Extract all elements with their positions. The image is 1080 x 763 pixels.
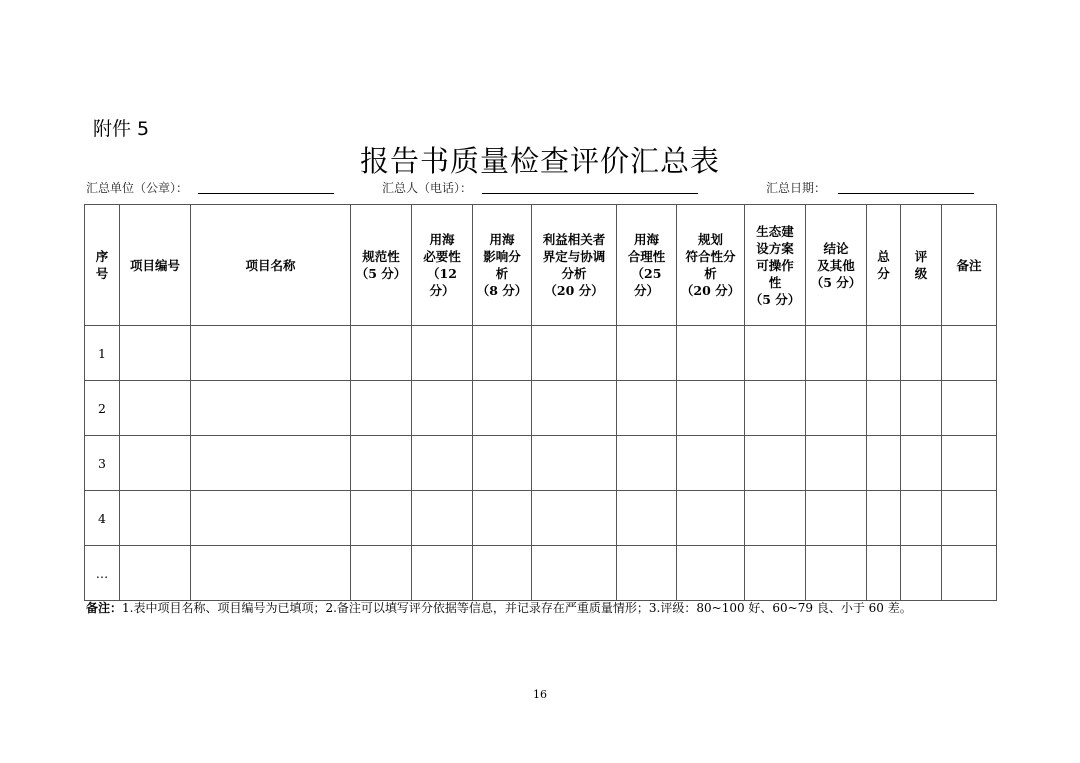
page-title: 报告书质量检查评价汇总表 xyxy=(359,144,720,178)
table-cell[interactable] xyxy=(412,436,473,491)
table-cell[interactable] xyxy=(412,491,473,546)
table-cell[interactable] xyxy=(901,491,942,546)
table-body xyxy=(85,326,997,601)
table-cell[interactable] xyxy=(901,546,942,601)
table-row xyxy=(85,546,997,601)
date-label: 汇总日期： xyxy=(766,181,827,195)
table-row xyxy=(85,491,997,546)
table-cell[interactable] xyxy=(901,326,942,381)
table-cell[interactable] xyxy=(617,436,677,491)
table-cell[interactable] xyxy=(677,381,745,436)
header-cell: 备注 xyxy=(942,205,997,326)
table-cell[interactable] xyxy=(806,546,867,601)
table-cell[interactable] xyxy=(677,491,745,546)
table-cell[interactable] xyxy=(351,436,412,491)
table-cell[interactable] xyxy=(412,381,473,436)
table-cell[interactable] xyxy=(191,436,351,491)
unit-label: 汇总单位（公章）： xyxy=(86,181,189,195)
table-cell[interactable] xyxy=(867,436,901,491)
table-cell[interactable] xyxy=(806,491,867,546)
meta-row xyxy=(0,179,1080,197)
note-text: 1.表中项目名称、项目编号为已填项；2.备注可以填写评分依据等信息，并记录存在严重质量情形；3.评级：80~100 好、60~79 良、小于 60 差。 xyxy=(122,601,912,615)
summary-table xyxy=(84,204,997,601)
row-seq-cell: 1 xyxy=(85,326,120,381)
header-cell: 利益相关者 界定与协调 分析 （20 分） xyxy=(532,205,617,326)
header-cell: 项目名称 xyxy=(191,205,351,326)
unit-fill-line[interactable] xyxy=(198,193,334,194)
date-fill-line[interactable] xyxy=(838,193,974,194)
table-cell[interactable] xyxy=(617,491,677,546)
table-cell[interactable] xyxy=(351,491,412,546)
table-cell[interactable] xyxy=(942,326,997,381)
person-label: 汇总人（电话）： xyxy=(382,181,473,195)
table-cell[interactable] xyxy=(867,491,901,546)
page-number: 16 xyxy=(533,688,547,701)
table-cell[interactable] xyxy=(677,326,745,381)
header-row xyxy=(85,205,997,326)
header-cell: 总 分 xyxy=(867,205,901,326)
attachment-label: 附件 5 xyxy=(93,118,150,140)
table-cell[interactable] xyxy=(473,326,532,381)
table-cell[interactable] xyxy=(806,326,867,381)
row-seq-cell: … xyxy=(85,546,120,601)
note-label: 备注： xyxy=(86,601,123,615)
row-seq-cell: 3 xyxy=(85,436,120,491)
table-cell[interactable] xyxy=(617,326,677,381)
table-cell[interactable] xyxy=(532,381,617,436)
table-cell[interactable] xyxy=(532,546,617,601)
table-cell[interactable] xyxy=(120,436,191,491)
header-cell: 项目编号 xyxy=(120,205,191,326)
table-cell[interactable] xyxy=(532,436,617,491)
table-cell[interactable] xyxy=(806,436,867,491)
table-cell[interactable] xyxy=(191,326,351,381)
header-cell: 用海 影响分 析 （8 分） xyxy=(473,205,532,326)
table-cell[interactable] xyxy=(351,546,412,601)
table-cell[interactable] xyxy=(473,546,532,601)
table-cell[interactable] xyxy=(942,546,997,601)
header-cell: 评 级 xyxy=(901,205,942,326)
table-cell[interactable] xyxy=(942,436,997,491)
header-cell: 规范性 （5 分） xyxy=(351,205,412,326)
header-cell: 结论 及其他 （5 分） xyxy=(806,205,867,326)
table-cell[interactable] xyxy=(745,436,806,491)
table-cell[interactable] xyxy=(532,491,617,546)
table-cell[interactable] xyxy=(473,381,532,436)
table-cell[interactable] xyxy=(617,546,677,601)
header-cell: 规划 符合性分 析 （20 分） xyxy=(677,205,745,326)
table-cell[interactable] xyxy=(191,381,351,436)
row-seq-cell: 2 xyxy=(85,381,120,436)
table-cell[interactable] xyxy=(120,491,191,546)
table-cell[interactable] xyxy=(806,381,867,436)
table-cell[interactable] xyxy=(867,546,901,601)
table-cell[interactable] xyxy=(942,381,997,436)
header-cell: 用海 合理性 （25 分） xyxy=(617,205,677,326)
table-cell[interactable] xyxy=(351,326,412,381)
table-cell[interactable] xyxy=(745,326,806,381)
table-cell[interactable] xyxy=(412,326,473,381)
table-cell[interactable] xyxy=(901,436,942,491)
person-fill-line[interactable] xyxy=(482,193,698,194)
table-cell[interactable] xyxy=(532,326,617,381)
table-cell[interactable] xyxy=(351,381,412,436)
table-cell[interactable] xyxy=(473,436,532,491)
table-cell[interactable] xyxy=(412,546,473,601)
table-row xyxy=(85,326,997,381)
table-cell[interactable] xyxy=(473,491,532,546)
table-cell[interactable] xyxy=(191,546,351,601)
table-cell[interactable] xyxy=(677,546,745,601)
table-cell[interactable] xyxy=(191,491,351,546)
table-cell[interactable] xyxy=(867,381,901,436)
table-cell[interactable] xyxy=(745,491,806,546)
table-cell[interactable] xyxy=(120,326,191,381)
table-cell[interactable] xyxy=(901,381,942,436)
header-cell: 用海 必要性 （12 分） xyxy=(412,205,473,326)
table-cell[interactable] xyxy=(617,381,677,436)
row-seq-cell: 4 xyxy=(85,491,120,546)
table-cell[interactable] xyxy=(120,546,191,601)
header-cell: 序 号 xyxy=(85,205,120,326)
table-cell[interactable] xyxy=(942,491,997,546)
table-cell[interactable] xyxy=(867,326,901,381)
header-cell: 生态建 设方案 可操作 性 （5 分） xyxy=(745,205,806,326)
table-row xyxy=(85,381,997,436)
table-cell[interactable] xyxy=(677,436,745,491)
table-cell[interactable] xyxy=(745,546,806,601)
note xyxy=(86,600,1066,616)
table-cell[interactable] xyxy=(745,381,806,436)
table-cell[interactable] xyxy=(120,381,191,436)
table-row xyxy=(85,436,997,491)
